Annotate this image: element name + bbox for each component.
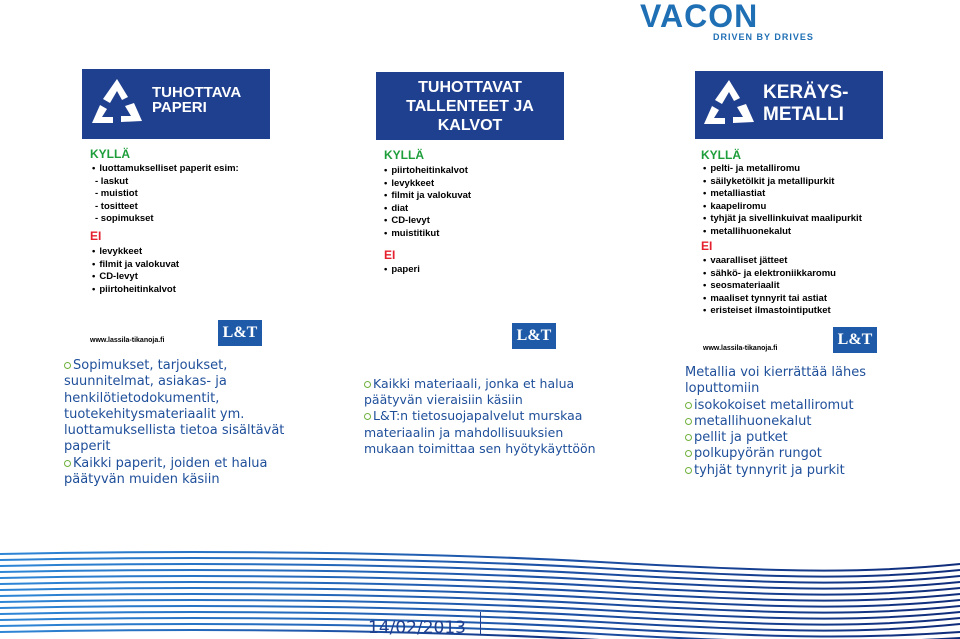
no-list [384, 264, 420, 277]
caption-line: tyhjät tynnyrit ja purkit [685, 463, 866, 479]
website-url: www.lassila-tikanoja.fi [703, 345, 778, 352]
bullet-icon [685, 418, 692, 425]
footer-date: 14/02/2013 [368, 618, 466, 638]
logo-tagline: DRIVEN BY DRIVES [713, 32, 814, 42]
poster-title: TUHOTTAVAT TALLENTEET JA KALVOT [406, 79, 534, 134]
caption-line: Kaikki materiaali, jonka et halua [364, 376, 596, 392]
caption-line: L&T:n tietosuojapalvelut murskaa [364, 408, 596, 424]
poster-header [695, 71, 883, 139]
logo-wordmark: VACON [640, 0, 759, 34]
caption-line: isokokoiset metalliromut [685, 398, 866, 414]
list-item: • säilyketölkit ja metallipurkit [703, 176, 862, 189]
list-item: - tositteet [95, 200, 138, 212]
poster-header [376, 72, 564, 140]
bullet-icon [685, 467, 692, 474]
caption-line: päätyvän vieraisiin käsiin [364, 392, 523, 408]
caption-line: suunnitelmat, asiakas- ja [64, 374, 227, 390]
list-item: • filmit ja valokuvat [384, 190, 471, 203]
caption-right [685, 365, 866, 479]
lt-logo: L&T [833, 327, 877, 353]
list-item: • tyhjät ja sivellinkuivat maalipurkit [703, 213, 862, 226]
list-item: • sähkö- ja elektroniikkaromu [703, 268, 836, 281]
bullet-icon [64, 362, 71, 369]
list-item: - muistiot [95, 188, 138, 199]
bullet-icon [685, 450, 692, 457]
caption-line: metallihuonekalut [685, 414, 866, 430]
caption-line: Metallia voi kierrättää lähes [685, 365, 867, 380]
list-item: - sopimukset [95, 213, 154, 224]
list-item: • diat [384, 203, 471, 216]
bullet-icon [685, 402, 692, 409]
yes-list [384, 165, 471, 240]
list-item: • metalliastiat [703, 188, 862, 201]
caption-line: henkilötietodokumentit, [64, 390, 220, 406]
list-item: • piirtoheitinkalvot [384, 165, 471, 178]
no-label: EI [90, 229, 102, 243]
list-item: • paperi [384, 264, 420, 277]
bullet-icon [64, 460, 71, 467]
bullet-icon [364, 413, 371, 420]
caption-line: polkupyörän rungot [685, 446, 866, 462]
bullet-icon [685, 434, 692, 441]
footer-separator [480, 612, 481, 634]
list-item: • seosmateriaalit [703, 280, 836, 293]
lt-logo: L&T [512, 323, 556, 349]
poster-tuhottava-paperi [82, 69, 270, 352]
list-item: • levykkeet [92, 246, 179, 259]
list-item: • metallihuonekalut [703, 226, 862, 239]
no-label: EI [384, 248, 396, 262]
list-item: • pelti- ja metalliromu [703, 163, 862, 176]
yes-label: KYLLÄ [384, 148, 424, 162]
list-item: • CD-levyt [92, 271, 179, 284]
caption-line: päätyvän muiden käsiin [64, 472, 220, 488]
recycle-icon [700, 76, 758, 134]
yes-list [703, 163, 862, 238]
list-item: • maaliset tynnyrit tai astiat [703, 293, 836, 306]
bullet-icon [364, 381, 371, 388]
list-item: • eristeiset ilmastointiputket [703, 305, 836, 318]
caption-line: Kaikki paperit, joiden et halua [64, 456, 284, 472]
poster-header [82, 69, 270, 139]
no-list [92, 246, 179, 296]
poster-keraysmetalli [695, 71, 883, 354]
caption-line: pellit ja putket [685, 430, 866, 446]
caption-line: tuotekehitysmateriaalit ym. [64, 406, 245, 422]
no-list [703, 255, 836, 318]
poster-title: TUHOTTAVA PAPERI [152, 84, 242, 116]
list-item: • kaapeliromu [703, 201, 862, 214]
list-item: • CD-levyt [384, 215, 471, 228]
vacon-logo [640, 0, 814, 42]
caption-line: loputtomiin [685, 381, 760, 397]
yes-label: KYLLÄ [90, 147, 130, 161]
recycle-icon [88, 75, 146, 133]
yes-list [92, 163, 239, 226]
list-item: • filmit ja valokuvat [92, 259, 179, 272]
list-item: • vaaralliset jätteet [703, 255, 836, 268]
poster-tuhottavat-tallenteet [376, 72, 564, 352]
yes-label: KYLLÄ [701, 148, 741, 162]
poster-title: KERÄYS- METALLI [763, 82, 849, 125]
caption-line: Sopimukset, tarjoukset, [64, 358, 284, 374]
caption-left [64, 358, 284, 488]
list-item: • levykkeet [384, 178, 471, 191]
caption-line: materiaalin ja mahdollisuuksien [364, 424, 564, 440]
list-item: • luottamukselliset paperit esim: [92, 163, 239, 176]
website-url: www.lassila-tikanoja.fi [90, 337, 165, 344]
list-item: - laskut [95, 175, 129, 187]
caption-line: mukaan toimittaa sen hyötykäyttöön [364, 440, 596, 456]
lt-logo: L&T [218, 320, 262, 346]
list-item: • muistitikut [384, 228, 471, 241]
caption-line: paperit [64, 439, 111, 455]
no-label: EI [701, 239, 713, 253]
caption-middle [364, 376, 596, 457]
list-item: • piirtoheitinkalvot [92, 284, 179, 297]
caption-line: luottamuksellista tietoa sisältävät [64, 423, 285, 439]
